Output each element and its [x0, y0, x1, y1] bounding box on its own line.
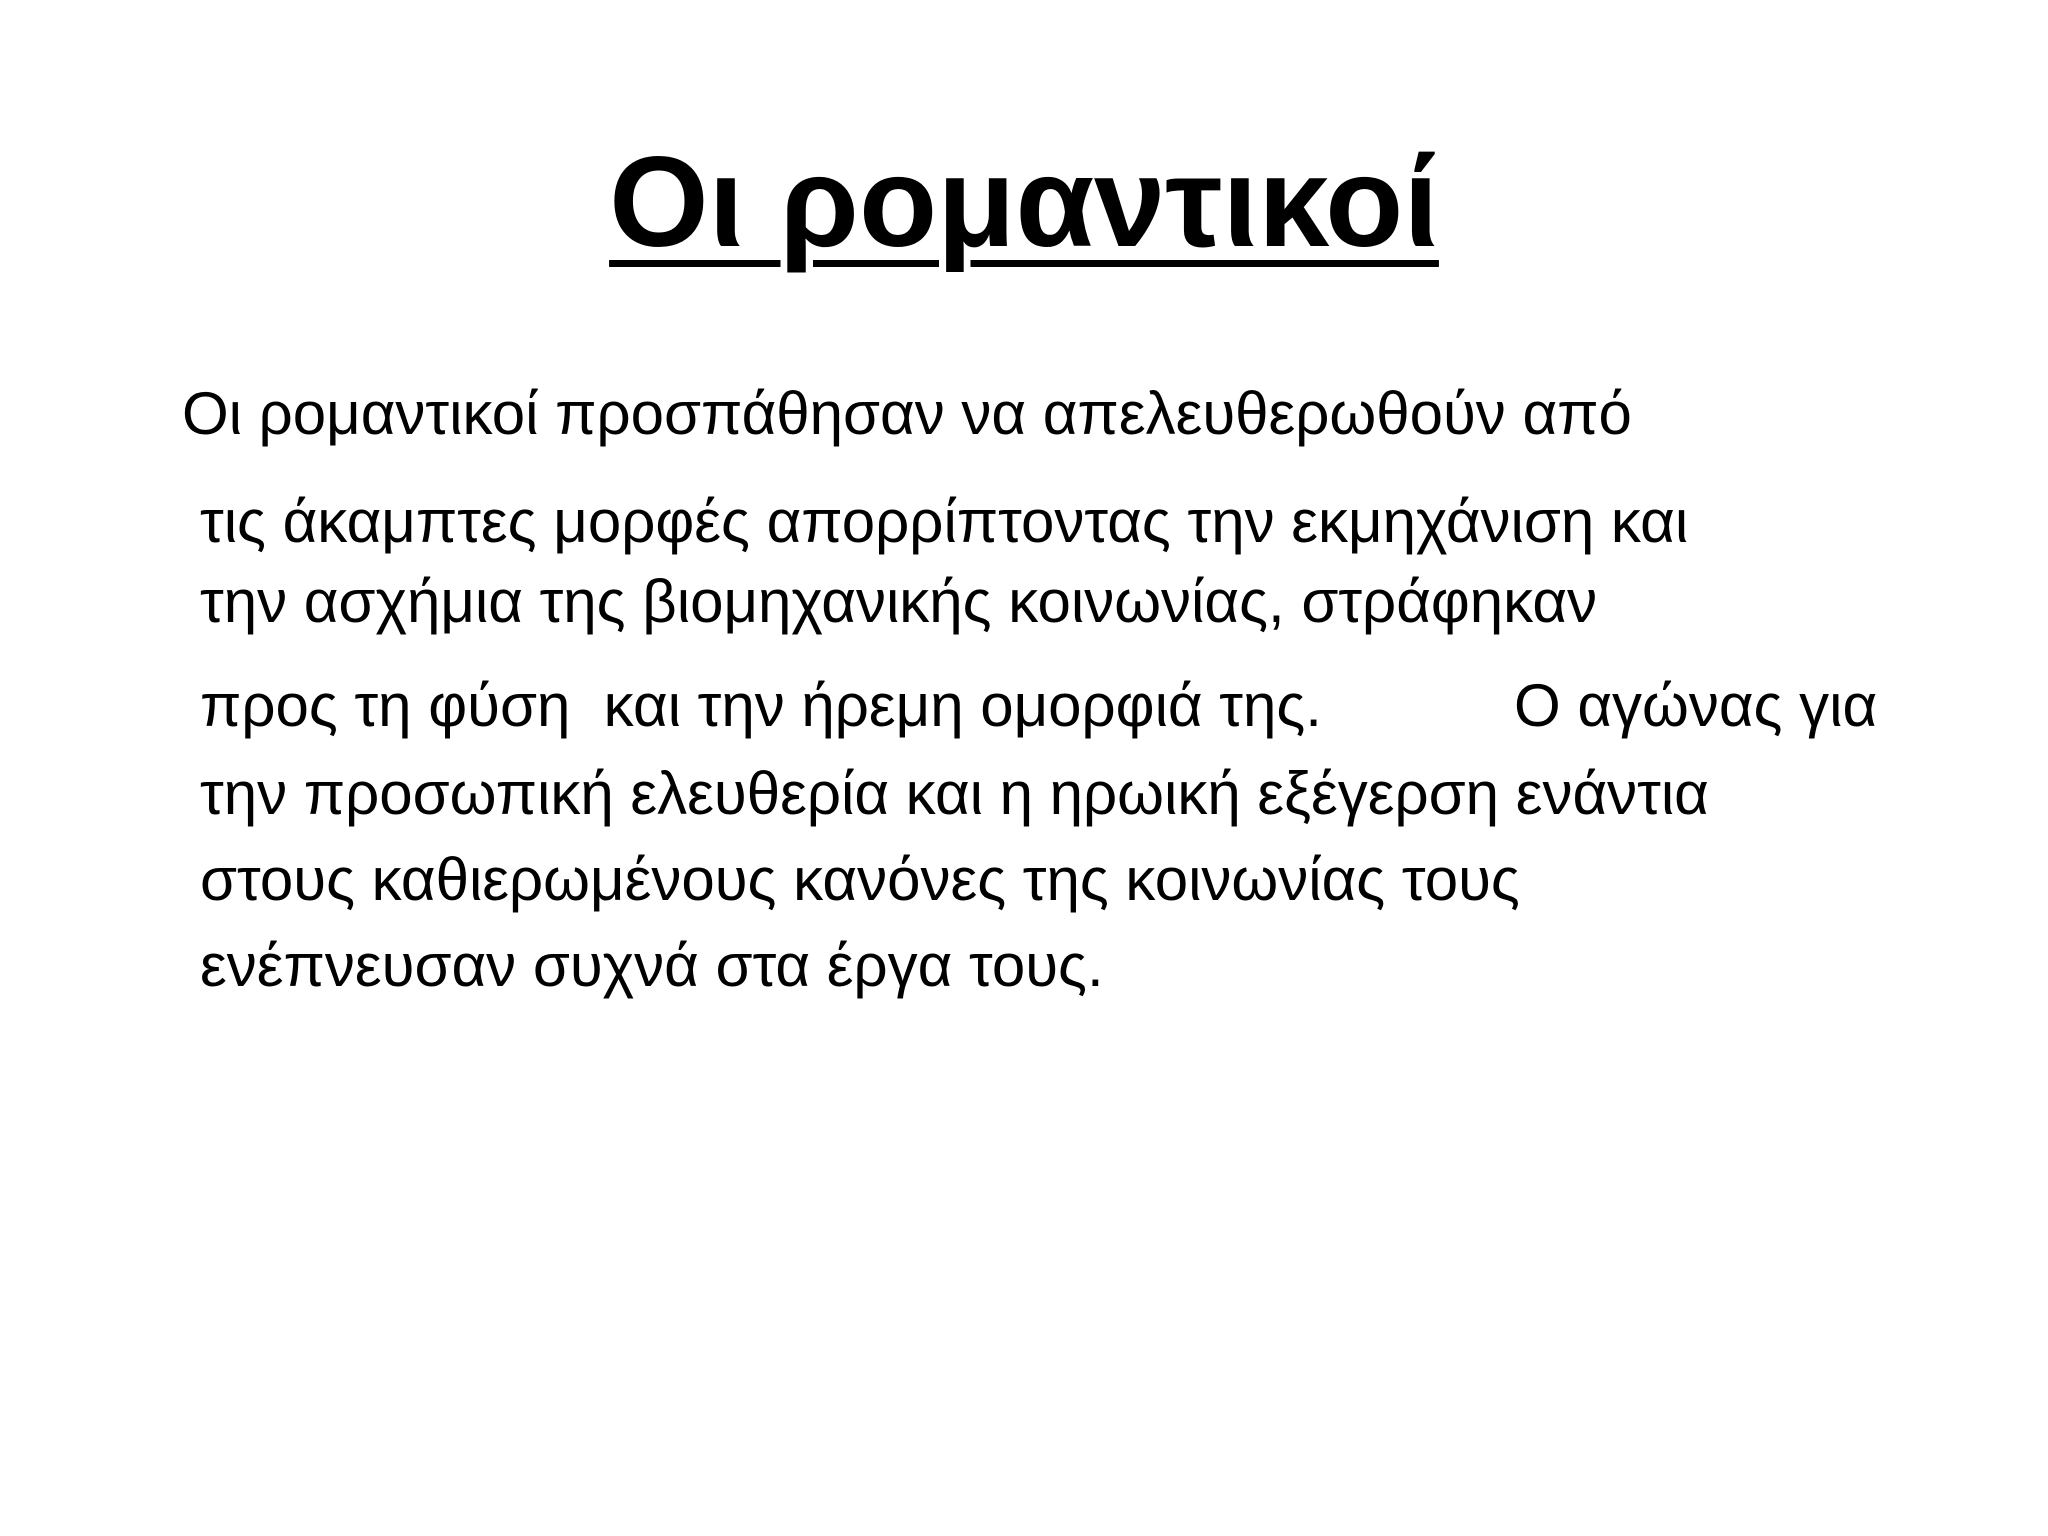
- slide-title: Οι ρομαντικοί: [609, 131, 1439, 274]
- body-line: την προσωπική ελευθερία και η ηρωική εξέγερση ενάντια: [200, 760, 1709, 827]
- body-line: προς τη φύση και την ήρεμη ομορφιά της.: [200, 672, 1322, 739]
- body-line: Οι ρομαντικοί προσπάθησαν να απελευθερωθούν από: [182, 380, 1632, 447]
- body-line: ενέπνευσαν συχνά στα έργα τους.: [200, 932, 1104, 999]
- body-line: στους καθιερωμένους κανόνες της κοινωνίας τους: [200, 846, 1520, 913]
- body-line: τις άκαμπτες μορφές απορρίπτοντας την εκμηχάνιση και: [200, 488, 1689, 555]
- body-line: Ο αγώνας για: [1514, 672, 1878, 739]
- body-line: την ασχήμια της βιομηχανικής κοινωνίας, στράφηκαν: [200, 568, 1598, 635]
